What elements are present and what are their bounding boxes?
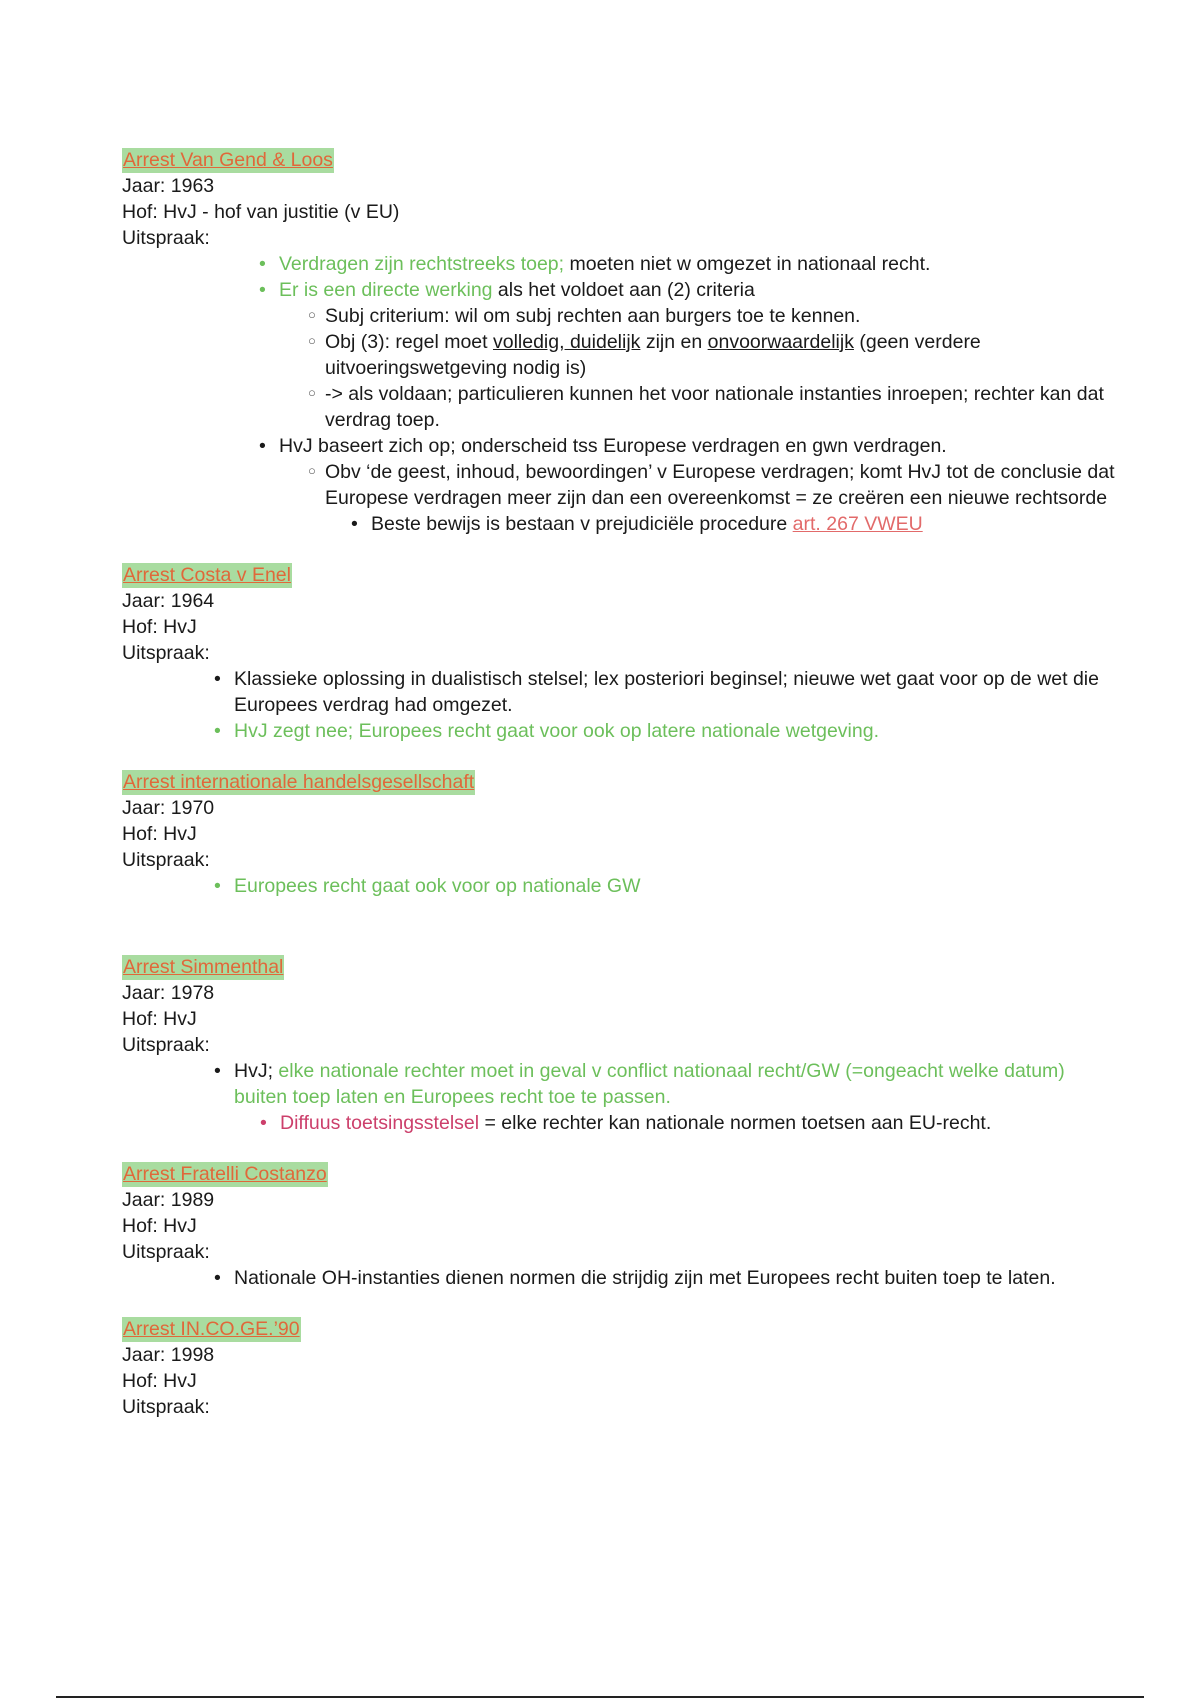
case-title: Arrest Van Gend & Loos xyxy=(123,149,333,171)
case-court: Hof: HvJ xyxy=(122,1215,197,1237)
case-court: Hof: HvJ xyxy=(122,1370,197,1392)
case-court: Hof: HvJ xyxy=(122,1008,197,1030)
case-ruling-label: Uitspraak: xyxy=(122,1241,210,1263)
case-year: Jaar: 1970 xyxy=(122,797,215,819)
list-item: • Europees recht gaat ook voor op nationale GW xyxy=(234,873,1114,899)
article-link[interactable]: art. 267 VWEU xyxy=(792,513,923,535)
sub-list xyxy=(325,303,1129,433)
list-item: ○ -> als voldaan; particulieren kunnen het voor nationale instanties inroepen; rechter kan dat verdrag toep. xyxy=(325,381,1129,433)
document xyxy=(122,148,1122,1420)
list-item: • HvJ; elke nationale rechter moet in geval v conflict nationaal recht/GW (=ongeacht welke datum) buiten toep laten en Europees recht toe te passen. • Diffuus toetsingsstelsel = elke rechter kan nationale normen toetsen aan EU-recht. xyxy=(234,1058,1114,1136)
case-court: Hof: HvJ xyxy=(122,616,197,638)
sub-list xyxy=(280,1110,1114,1136)
list-item: • Er is een directe werking als het voldoet aan (2) criteria ○ Subj criterium: wil om subj rechten aan burgers toe te kennen. ○ Obj (3): regel moet volledig, duidelijk zijn en onvoorwaardelijk (geen verdere uitvoeringswetgeving nodig is) ○ -> als voldaan; particulieren kunnen het voor nationale instanties inroepen; rechter kan dat verdrag toep. xyxy=(279,277,1129,433)
case-title: Arrest IN.CO.GE.’90 xyxy=(123,1318,300,1340)
case-year: Jaar: 1978 xyxy=(122,982,215,1004)
list-item: • Nationale OH-instanties dienen normen die strijdig zijn met Europees recht buiten toep te laten. xyxy=(234,1265,1114,1291)
case-year: Jaar: 1998 xyxy=(122,1344,215,1366)
case-court: Hof: HvJ xyxy=(122,823,197,845)
list-item: • HvJ baseert zich op; onderscheid tss Europese verdragen en gwn verdragen. ○ Obv ‘de geest, inhoud, bewoordingen’ v Europese verdragen; komt HvJ tot de conclusie dat Europese verdragen meer zijn dan een overeenkomst = ze creëren een nieuwe rechtsorde • Beste bewijs is bestaan v prejudiciële procedure art. 267 VWEU xyxy=(279,433,1129,537)
case-ruling-label: Uitspraak: xyxy=(122,849,210,871)
case-internationale-handelsgesellschaft xyxy=(122,770,1122,899)
sub-list xyxy=(325,459,1129,537)
case-ruling-label: Uitspraak: xyxy=(122,1396,210,1418)
case-incoge-90 xyxy=(122,1317,1122,1420)
case-simmenthal xyxy=(122,955,1122,1136)
list-item: ○ Obv ‘de geest, inhoud, bewoordingen’ v Europese verdragen; komt HvJ tot de conclusie dat Europese verdragen meer zijn dan een overeenkomst = ze creëren een nieuwe rechtsorde • Beste bewijs is bestaan v prejudiciële procedure art. 267 VWEU xyxy=(325,459,1129,537)
case-ruling-label: Uitspraak: xyxy=(122,1034,210,1056)
list-item: ○ Obj (3): regel moet volledig, duidelijk zijn en onvoorwaardelijk (geen verdere uitvoeringswetgeving nodig is) xyxy=(325,329,1129,381)
ruling-list xyxy=(234,666,1114,744)
list-item: • Klassieke oplossing in dualistisch stelsel; lex posteriori beginsel; nieuwe wet gaat voor op de wet die Europees verdrag had omgezet. xyxy=(234,666,1114,718)
case-title: Arrest internationale handelsgesellschaft xyxy=(123,771,475,793)
ruling-list xyxy=(234,1058,1114,1136)
list-item: • Verdragen zijn rechtstreeks toep; moeten niet w omgezet in nationaal recht. xyxy=(279,251,1129,277)
ruling-list xyxy=(234,1265,1114,1291)
case-fratelli-costanzo xyxy=(122,1162,1122,1291)
list-item: • Diffuus toetsingsstelsel = elke rechter kan nationale normen toetsen aan EU-recht. xyxy=(280,1110,1114,1136)
case-ruling-label: Uitspraak: xyxy=(122,642,210,664)
list-item: ○ Subj criterium: wil om subj rechten aan burgers toe te kennen. xyxy=(325,303,1129,329)
case-court: Hof: HvJ - hof van justitie (v EU) xyxy=(122,201,400,223)
case-title: Arrest Simmenthal xyxy=(123,956,284,978)
ruling-list xyxy=(234,873,1114,899)
ruling-list xyxy=(279,251,1129,537)
case-year: Jaar: 1989 xyxy=(122,1189,215,1211)
case-title: Arrest Costa v Enel xyxy=(123,564,291,586)
footer-divider xyxy=(56,1696,1144,1698)
case-ruling-label: Uitspraak: xyxy=(122,227,210,249)
case-year: Jaar: 1963 xyxy=(122,175,215,197)
list-item: • HvJ zegt nee; Europees recht gaat voor ook op latere nationale wetgeving. xyxy=(234,718,1114,744)
case-van-gend-loos xyxy=(122,148,1122,537)
case-costa-v-enel xyxy=(122,563,1122,744)
case-title: Arrest Fratelli Costanzo xyxy=(123,1163,327,1185)
case-year: Jaar: 1964 xyxy=(122,590,215,612)
sub-sub-list xyxy=(371,511,1129,537)
list-item: • Beste bewijs is bestaan v prejudiciële procedure art. 267 VWEU xyxy=(371,511,1129,537)
